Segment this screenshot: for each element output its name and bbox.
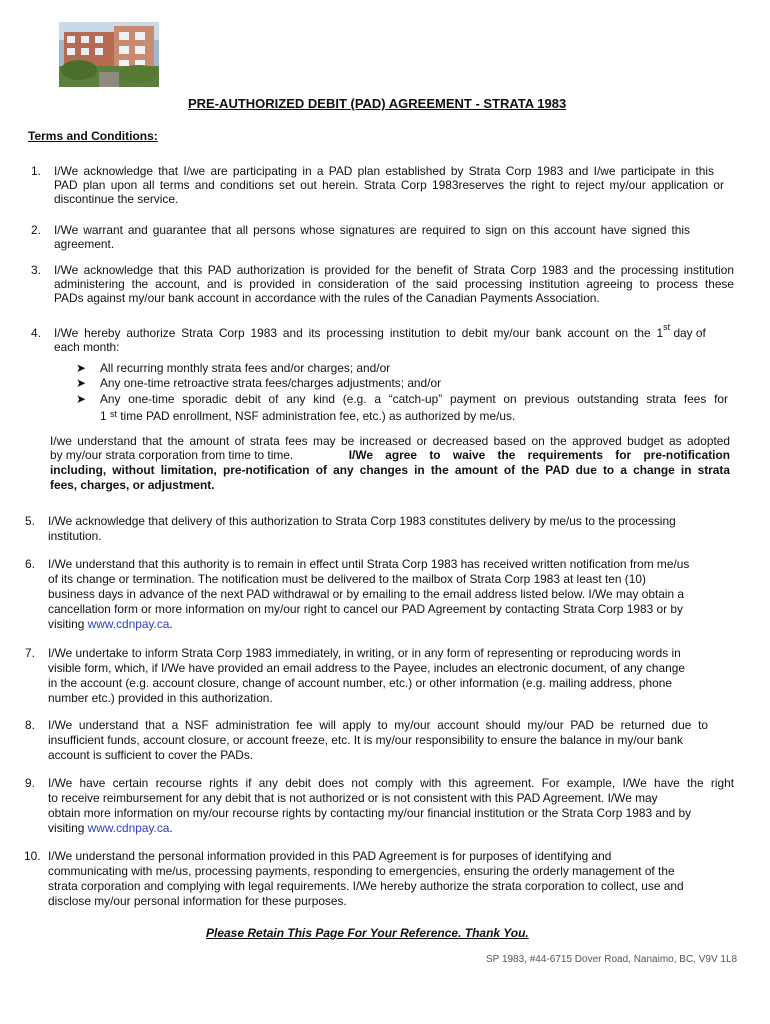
cdnpay-link[interactable]: www.cdnpay.ca	[87, 821, 170, 835]
item-line: I/We acknowledge that delivery of this authorization to Strata Corp 1983 constitutes delivery by me/us to the processing	[48, 514, 676, 528]
item-line: I/We undertake to inform Strata Corp 1983 immediately, in writing, or in any form of representing or reproducing words in	[48, 646, 681, 660]
item-line: obtain more information on my/our recourse rights by contacting my/our financial institution or the Strata Corp 1983 and by	[48, 806, 692, 820]
item-line: strata corporation and complying with legal requirements. I/We hereby authorize the strata corporation to collect, use and	[48, 879, 684, 893]
item-line: institution.	[48, 529, 102, 543]
item-line: by my/our strata corporation from time to time. I/We agree to waive the requirements for pre-notification	[50, 448, 730, 462]
item-line: I/We acknowledge that this PAD authorization is provided for the benefit of Strata Corp 1983 and the processing institution	[54, 263, 734, 277]
item-line: of its change or termination. The notification must be delivered to the mailbox of Strata Corp 1983 at least ten (10)	[48, 572, 646, 586]
item-line: insufficient funds, account closure, or account freeze, etc. It is my/our responsibility to ensure the balance in my/our bank	[48, 733, 683, 747]
item-line: I/We hereby authorize Strata Corp 1983 and its processing institution to debit my/our bank account on the 1st day of	[54, 322, 706, 340]
item-line: in the account (e.g. account closure, change of account number, etc.) or other information (e.g. mailing address, phone	[48, 676, 672, 690]
item-line: I/We acknowledge that I/we are participating in a PAD plan established by Strata Corp 1983 and I/we participate in this	[54, 164, 714, 178]
item-line: I/We understand that a NSF administration fee will apply to my/our account should my/our PAD be returned due to	[48, 718, 708, 732]
item-line: I/We understand the personal information provided in this PAD Agreement is for purposes of identifying and	[48, 849, 612, 863]
item-number: 6.	[25, 557, 35, 571]
item-number: 5.	[25, 514, 35, 528]
item-line: discontinue the service.	[54, 192, 179, 206]
item-line: including, without limitation, pre-notification of any changes in the amount of the PAD due to a change in strata	[50, 463, 730, 477]
item-number: 4.	[31, 326, 41, 340]
bullet-text: Any one-time sporadic debit of any kind (e.g. a “catch-up” payment on previous outstanding strata fees for	[100, 392, 728, 406]
item-line: I/we understand that the amount of strata fees may be increased or decreased based on the approved budget as adopted	[50, 434, 730, 448]
item-line: I/We have certain recourse rights if any debit does not comply with this agreement. For example, I/We have the right	[48, 776, 734, 790]
item-number: 10.	[24, 849, 41, 863]
footer-address: SP 1983, #44-6715 Dover Road, Nanaimo, BC, V9V 1L8	[486, 954, 738, 965]
item-line: business days in advance of the next PAD withdrawal or by emailing to the email address listed below. I/We may obtain a	[48, 587, 685, 601]
building-photo	[59, 22, 159, 87]
item-line: PAD plan upon all terms and conditions set out herein. Strata Corp 1983reserves the right to reject my/our application or	[54, 178, 724, 192]
item-number: 9.	[25, 776, 35, 790]
item-line: to receive reimbursement for any debit that is not authorized or is not consistent with this PAD Agreement. I/We may	[48, 791, 658, 805]
item-line: disclose my/our personal information for these purposes.	[48, 894, 347, 908]
bullet-text: Any one-time retroactive strata fees/charges adjustments; and/or	[100, 376, 442, 390]
bullet-text: 1 $^{st}$ time PAD enrollment, NSF administration fee, etc.) as authorized by me/us.	[100, 409, 516, 423]
item-line: administering the account, and is provided in consideration of the said processing institution agreeing to process these	[54, 277, 734, 291]
item-line: communicating with me/us, processing payments, responding to emergencies, ensuring the orderly management of the	[48, 864, 675, 878]
document-title: PRE-AUTHORIZED DEBIT (PAD) AGREEMENT - STRATA 1983	[188, 96, 567, 111]
item-line: number etc.) provided in this authorization.	[48, 691, 273, 705]
item-number: 8.	[25, 718, 35, 732]
terms-heading: Terms and Conditions:	[28, 129, 158, 143]
item-line: visiting www.cdnpay.ca.	[48, 617, 173, 631]
closing-note: Please Retain This Page For Your Reference. Thank You.	[206, 926, 529, 940]
item-line: each month:	[54, 340, 120, 354]
item-line: visible form, which, if I/We have provided an email address to the Payee, includes an electronic document, of any change	[48, 661, 685, 675]
arrow-bullet-icon: ➤	[76, 376, 86, 390]
item-line: I/We warrant and guarantee that all persons whose signatures are required to sign on this account have signed this	[54, 223, 690, 237]
item-number: 3.	[31, 263, 41, 277]
arrow-bullet-icon: ➤	[76, 361, 86, 375]
item-line: agreement.	[54, 237, 115, 251]
item-line: account is sufficient to cover the PADs.	[48, 748, 254, 762]
item-line: cancellation form or more information on my/our right to cancel our PAD Agreement by contacting Strata Corp 1983 or by	[48, 602, 683, 616]
item-number: 7.	[25, 646, 35, 660]
item-line: I/We understand that this authority is to remain in effect until Strata Corp 1983 has received written notification from me/us	[48, 557, 690, 571]
cdnpay-link[interactable]: www.cdnpay.ca	[87, 617, 170, 631]
bullet-text: All recurring monthly strata fees and/or charges; and/or	[100, 361, 391, 375]
item-number: 1.	[31, 164, 41, 178]
arrow-bullet-icon: ➤	[76, 392, 86, 406]
item-line: PADs against my/our bank account in accordance with the rules of the Canadian Payments Association.	[54, 291, 600, 305]
item-number: 2.	[31, 223, 41, 237]
item-line: fees, charges, or adjustment.	[50, 478, 215, 492]
item-line: visiting www.cdnpay.ca.	[48, 821, 173, 835]
